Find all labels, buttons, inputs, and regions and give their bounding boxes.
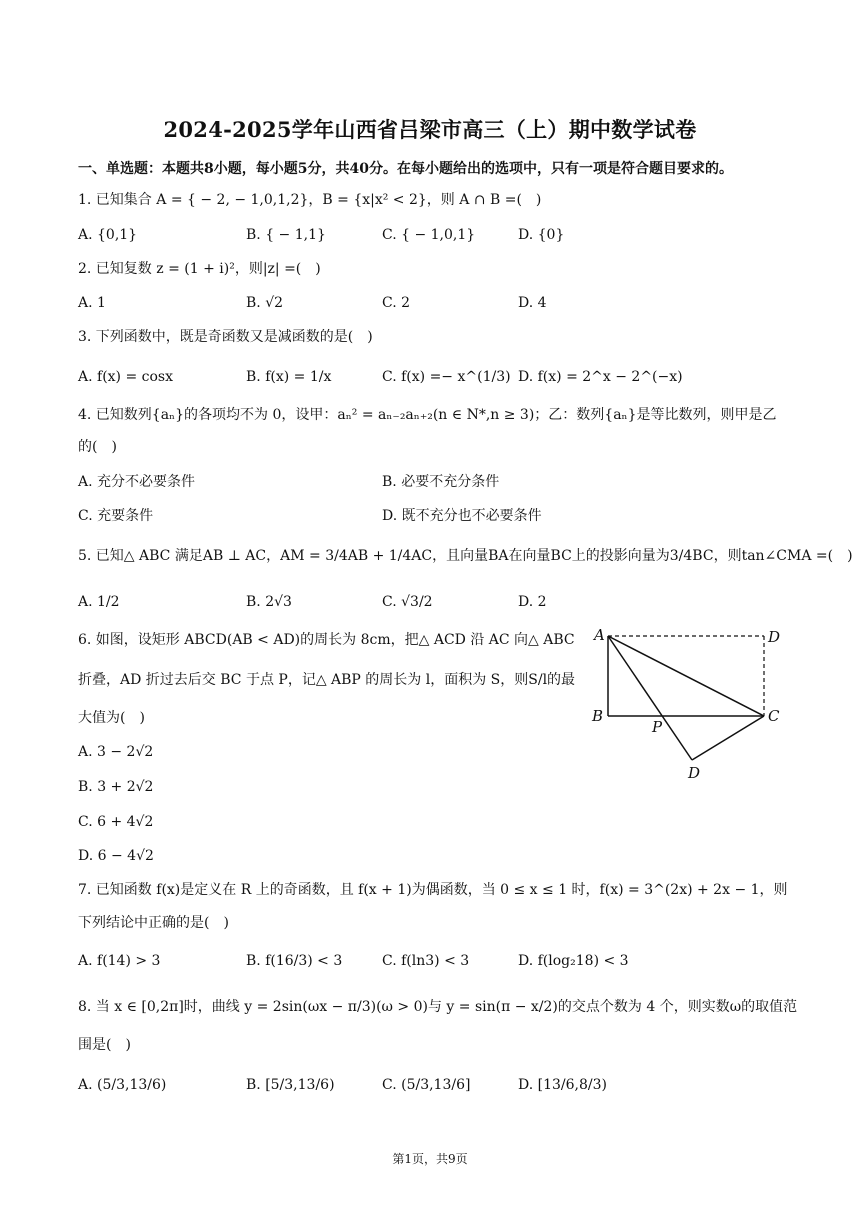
q3-option-a: A. f(x) = cosx — [78, 369, 173, 385]
q7-option-b: B. f(16/3) < 3 — [246, 953, 343, 969]
q1-option-d: D. {0} — [518, 227, 565, 243]
q4-option-d: D. 既不充分也不必要条件 — [382, 508, 542, 524]
q2-option-a: A. 1 — [78, 295, 106, 311]
question-5-stem: 5. 已知△ ABC 满足AB ⊥ AC，AM = 3/4AB + 1/4AC，且向量BA在向量BC上的投影向量为3/4BC，则tan∠CMA =( ) — [78, 548, 853, 564]
question-8-stem: 8. 当 x ∈ [0,2π]时，曲线 y = 2sin(ωx − π/3)(ω > 0)与 y = sin(π − x/2)的交点个数为 4 个，则实数ω的取值范 — [78, 999, 798, 1015]
q4-option-c: C. 充要条件 — [78, 508, 154, 524]
q6-option-d: D. 6 − 4√2 — [78, 848, 154, 864]
q4-option-b: B. 必要不充分条件 — [382, 474, 500, 490]
q2-option-b: B. √2 — [246, 295, 284, 311]
question-6-stem: 6. 如图，设矩形 ABCD(AB < AD)的周长为 8cm，把△ ACD 沿 AC 向△ ABC — [78, 632, 575, 648]
question-6-stem-cont: 折叠，AD 折过去后交 BC 于点 P，记△ ABP 的周长为 l，面积为 S，则S/l的最 — [78, 672, 576, 688]
q3-option-d: D. f(x) = 2^x − 2^(−x) — [518, 369, 683, 385]
question-4-stem: 4. 已知数列{aₙ}的各项均不为 0，设甲：aₙ² = aₙ₋₂aₙ₊₂(n ∈ N*,n ≥ 3)；乙：数列{aₙ}是等比数列，则甲是乙 — [78, 407, 777, 423]
q5-option-d: D. 2 — [518, 594, 547, 610]
label-d-top: D — [768, 628, 781, 646]
q1-option-b: B. { − 1,1} — [246, 227, 326, 243]
label-a: A — [594, 626, 605, 644]
q1-option-c: C. { − 1,0,1} — [382, 227, 476, 243]
q8-option-c: C. (5/3,13/6] — [382, 1077, 471, 1093]
q6-option-b: B. 3 + 2√2 — [78, 779, 154, 795]
q7-option-a: A. f(14) > 3 — [78, 953, 161, 969]
q3-option-c: C. f(x) =− x^(1/3) — [382, 369, 511, 385]
q8-option-b: B. [5/3,13/6) — [246, 1077, 335, 1093]
q4-option-a: A. 充分不必要条件 — [78, 474, 196, 490]
q6-option-a: A. 3 − 2√2 — [78, 744, 154, 760]
q5-option-c: C. √3/2 — [382, 594, 433, 610]
page-footer: 第1页，共9页 — [392, 1152, 468, 1166]
q8-option-a: A. (5/3,13/6) — [78, 1077, 167, 1093]
q2-option-c: C. 2 — [382, 295, 411, 311]
q8-option-d: D. [13/6,8/3) — [518, 1077, 607, 1093]
page-title: 2024-2025学年山西省吕梁市高三（上）期中数学试卷 — [163, 117, 697, 142]
question-4-stem-cont: 的( ) — [78, 439, 117, 455]
label-p: P — [652, 718, 663, 736]
diagonal-ac — [608, 636, 764, 716]
label-d-bottom: D — [688, 764, 701, 782]
question-6-stem-cont2: 大值为( ) — [78, 710, 145, 726]
geometry-figure — [586, 620, 796, 790]
question-7-stem-cont: 下列结论中正确的是( ) — [78, 915, 229, 931]
q7-option-d: D. f(log₂18) < 3 — [518, 953, 629, 969]
label-c: C — [768, 707, 780, 725]
label-b: B — [592, 707, 604, 725]
section-heading: 一、单选题：本题共8小题，每小题5分，共40分。在每小题给出的选项中，只有一项是符合题目要求的。 — [78, 161, 733, 177]
folded-dc — [692, 716, 764, 760]
question-2-stem: 2. 已知复数 z = (1 + i)²，则|z| =( ) — [78, 261, 321, 277]
q2-option-d: D. 4 — [518, 295, 547, 311]
question-8-stem-cont: 围是( ) — [78, 1037, 131, 1053]
q6-option-c: C. 6 + 4√2 — [78, 814, 154, 830]
question-3-stem: 3. 下列函数中，既是奇函数又是减函数的是( ) — [78, 329, 373, 345]
q5-option-a: A. 1/2 — [78, 594, 120, 610]
question-1-stem: 1. 已知集合 A = { − 2, − 1,0,1,2}，B = {x|x² < 2}，则 A ∩ B =( ) — [78, 192, 542, 208]
q5-option-b: B. 2√3 — [246, 594, 292, 610]
q1-option-a: A. {0,1} — [78, 227, 138, 243]
question-7-stem: 7. 已知函数 f(x)是定义在 R 上的奇函数，且 f(x + 1)为偶函数，当 0 ≤ x ≤ 1 时，f(x) = 3^(2x) + 2x − 1，则 — [78, 882, 788, 898]
q7-option-c: C. f(ln3) < 3 — [382, 953, 470, 969]
folded-ad — [608, 636, 692, 760]
q3-option-b: B. f(x) = 1/x — [246, 369, 332, 385]
